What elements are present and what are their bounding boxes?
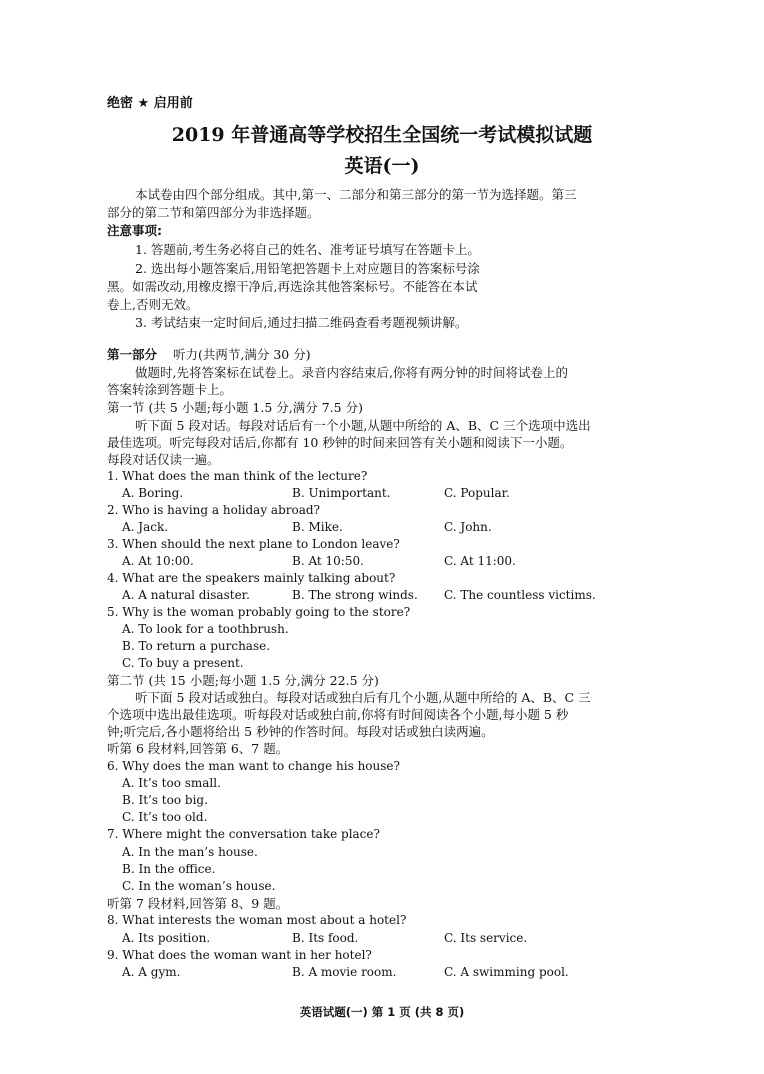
q4-option-b: B. The strong winds. — [292, 588, 418, 602]
q2-option-a: A. Jack. — [122, 520, 169, 534]
intro-line-1: 本试卷由四个部分组成。其中,第一、二部分和第三部分的第一节为选择题。第三 — [135, 187, 577, 202]
q1-option-c: C. Popular. — [444, 486, 510, 500]
part1-heading-bold: 第一部分 — [107, 347, 158, 362]
q6-option-c: C. It’s too old. — [122, 810, 208, 824]
exam-title: 2019 年普通高等学校招生全国统一考试模拟试题 — [171, 124, 593, 146]
q5-option-c: C. To buy a present. — [122, 656, 244, 670]
section1-instr-2: 最佳选项。听完每段对话后,你都有 10 秒钟的时间来回答有关小题和阅读下一小题。 — [107, 435, 573, 450]
q5-option-b: B. To return a purchase. — [122, 639, 271, 653]
q7-option-c: C. In the woman’s house. — [122, 879, 276, 893]
q1-question: 1. What does the man think of the lecture? — [107, 469, 368, 483]
q9-option-b: B. A movie room. — [292, 965, 397, 979]
q9-option-a: A. A gym. — [122, 965, 181, 979]
q7-option-b: B. In the office. — [122, 862, 216, 876]
q8-option-a: A. Its position. — [122, 931, 211, 945]
section1-heading: 第一节 (共 5 小题;每小题 1.5 分,满分 7.5 分) — [107, 400, 363, 415]
q6-option-b: B. It’s too big. — [122, 793, 208, 807]
q3-option-a: A. At 10:00. — [122, 554, 194, 568]
material-6-label: 听第 6 段材料,回答第 6、7 题。 — [107, 741, 289, 756]
page-footer: 英语试题(一) 第 1 页 (共 8 页) — [299, 1005, 465, 1019]
q9-question: 9. What does the woman want in her hotel? — [107, 948, 372, 962]
section2-instr-1: 听下面 5 段对话或独白。每段对话或独白后有几个小题,从题中所给的 A、B、C 三 — [135, 690, 591, 705]
q6-question: 6. Why does the man want to change his house? — [107, 759, 400, 773]
part1-heading — [107, 346, 311, 363]
q7-question: 7. Where might the conversation take place? — [107, 827, 380, 841]
q4-question: 4. What are the speakers mainly talking about? — [107, 571, 396, 585]
q1-option-b: B. Unimportant. — [292, 486, 391, 500]
q6-option-a: A. It’s too small. — [122, 776, 221, 790]
intro-line-2: 部分的第二节和第四部分为非选择题。 — [107, 205, 320, 220]
section2-instr-3: 钟;听完后,各小题将给出 5 秒钟的作答时间。每段对话或独白读两遍。 — [107, 724, 494, 739]
exam-subtitle: 英语(一) — [344, 155, 420, 177]
section1-instr-3: 每段对话仅读一遍。 — [107, 452, 220, 467]
note-2b: 黑。如需改动,用橡皮擦干净后,再选涂其他答案标号。不能答在本试 — [107, 279, 478, 294]
part1-heading-rest: 听力(共两节,满分 30 分) — [173, 347, 311, 362]
q8-question: 8. What interests the woman most about a hotel? — [107, 913, 407, 927]
q1-option-a: A. Boring. — [122, 486, 184, 500]
q5-option-a: A. To look for a toothbrush. — [122, 622, 289, 636]
note-2c: 卷上,否则无效。 — [107, 297, 199, 312]
note-1: 1. 答题前,考生务必将自己的姓名、准考证号填写在答题卡上。 — [135, 242, 480, 257]
part1-instr-2: 答案转涂到答题卡上。 — [107, 382, 233, 397]
q3-option-c: C. At 11:00. — [444, 554, 516, 568]
q4-option-c: C. The countless victims. — [444, 588, 596, 602]
q3-option-b: B. At 10:50. — [292, 554, 364, 568]
note-2a: 2. 选出每小题答案后,用铅笔把答题卡上对应题目的答案标号涂 — [135, 261, 480, 276]
q2-option-c: C. John. — [444, 520, 492, 534]
q3-question: 3. When should the next plane to London leave? — [107, 537, 400, 551]
q8-option-b: B. Its food. — [292, 931, 359, 945]
q2-question: 2. Who is having a holiday abroad? — [107, 503, 320, 517]
note-3: 3. 考试结束一定时间后,通过扫描二维码查看考题视频讲解。 — [135, 315, 468, 330]
part1-instr-1: 做题时,先将答案标在试卷上。录音内容结束后,你将有两分钟的时间将试卷上的 — [135, 365, 568, 380]
q4-option-a: A. A natural disaster. — [122, 588, 250, 602]
q8-option-c: C. Its service. — [444, 931, 528, 945]
q9-option-c: C. A swimming pool. — [444, 965, 569, 979]
confidential-label: 绝密 ★ 启用前 — [107, 96, 193, 111]
section1-instr-1: 听下面 5 段对话。每段对话后有一个小题,从题中所给的 A、B、C 三个选项中选出 — [135, 418, 591, 433]
material-7-label: 听第 7 段材料,回答第 8、9 题。 — [107, 896, 289, 911]
q5-question: 5. Why is the woman probably going to the store? — [107, 605, 411, 619]
section2-heading: 第二节 (共 15 小题;每小题 1.5 分,满分 22.5 分) — [107, 673, 379, 688]
q2-option-b: B. Mike. — [292, 520, 343, 534]
notes-heading: 注意事项: — [107, 223, 162, 238]
section2-instr-2: 个选项中选出最佳选项。听每段对话或独白前,你将有时间阅读各个小题,每小题 5 秒 — [107, 707, 569, 722]
q7-option-a: A. In the man’s house. — [122, 845, 258, 859]
